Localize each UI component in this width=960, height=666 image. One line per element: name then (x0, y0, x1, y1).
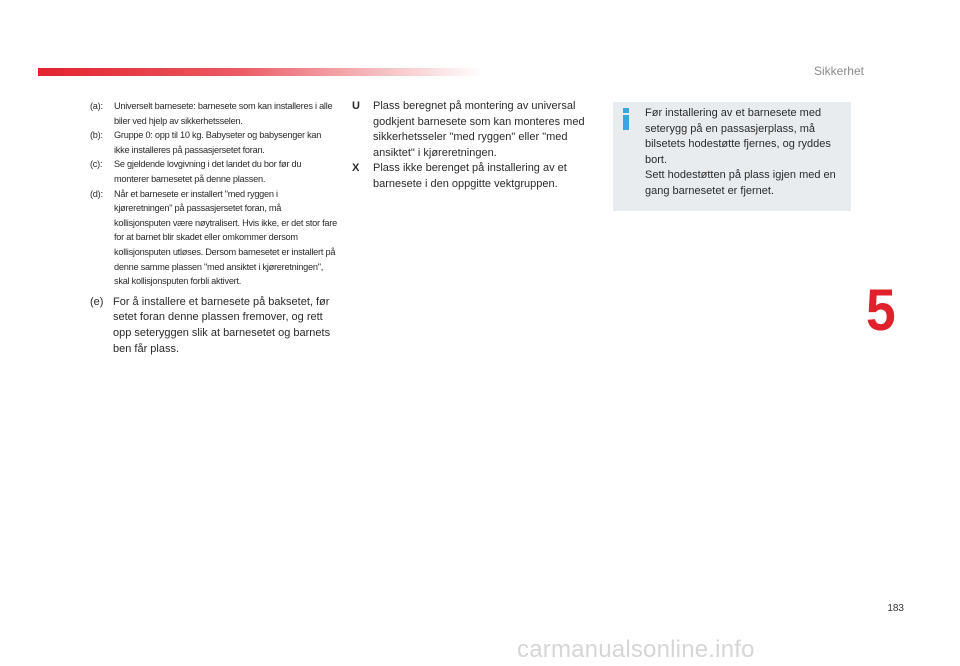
footnote-key: (d): (90, 188, 103, 199)
legend-item-u (352, 99, 600, 161)
footnote-key: (a): (90, 101, 103, 111)
legend-text: Plass ikke berenget på installering av et barnesete i den oppgitte vektgruppen. (373, 162, 567, 190)
info-box (613, 102, 851, 211)
footnote-text: Når et barnesete er installert "med ryggen i kjøreretningen" på passasjersetet foran, må kollisjonsputen være nøytralisert. Hvis ikke, er det stor fare for at barnet blir skadet eller omkommer dersom kollisjonsputen utløses. Dersom barnesetet er installert på denne samme plassen "med ansiktet i kjøreretningen", skal kollisjonsputen forbli aktivert. (114, 188, 337, 287)
footnote-key: (c): (90, 159, 103, 170)
legend-key: X (352, 162, 360, 175)
info-text-2: Sett hodestøtten på plass igjen med en gang barnesetet er fjernet. (645, 169, 836, 197)
page-number: 183 (887, 603, 904, 614)
footnote-text: For å installere et barnesete på baksetet, før setet foran denne plassen fremover, og rett opp seteryggen slik at barnesetet og barnets ben får plass. (113, 295, 331, 355)
footnote-c (90, 157, 338, 186)
legend-text: Plass beregnet på montering av universal godkjent barnesete som kan monteres med sikkerhetsseler "med ryggen" eller "med ansiktet" i kjøreretningen. (373, 100, 585, 159)
chapter-number: 5 (866, 278, 896, 343)
footnote-b (90, 128, 338, 157)
info-text-1: Før installering av et barnesete med seterygg på en passasjerplass, må bilsetets hodestøtte fjernes, og ryddes bort. (645, 107, 831, 166)
legend-key: U (352, 100, 360, 112)
legend-column (352, 99, 600, 193)
footnote-text: Universelt barnesete: barnesete som kan installeres i alle biler ved hjelp av sikkerhetsselen. (114, 101, 333, 126)
footnote-text: Gruppe 0: opp til 10 kg. Babyseter og babysenger kan ikke installeres på passasjersetet foran. (114, 130, 322, 155)
footnote-e (90, 295, 338, 357)
footnote-text: Se gjeldende lovgivning i det landet du bor før du monterer barnesetet på denne plassen. (114, 159, 302, 184)
info-icon (621, 108, 631, 130)
footnote-key: (e) (90, 295, 104, 308)
legend-item-x (352, 161, 600, 192)
watermark: carmanualsonline.info (517, 636, 755, 663)
footnote-d (90, 187, 338, 289)
section-title: Sikkerhet (813, 64, 864, 78)
footnote-key: (b): (90, 130, 103, 141)
footnote-a (90, 99, 338, 128)
footnotes-column (90, 99, 338, 357)
header-accent-bar (38, 68, 483, 76)
